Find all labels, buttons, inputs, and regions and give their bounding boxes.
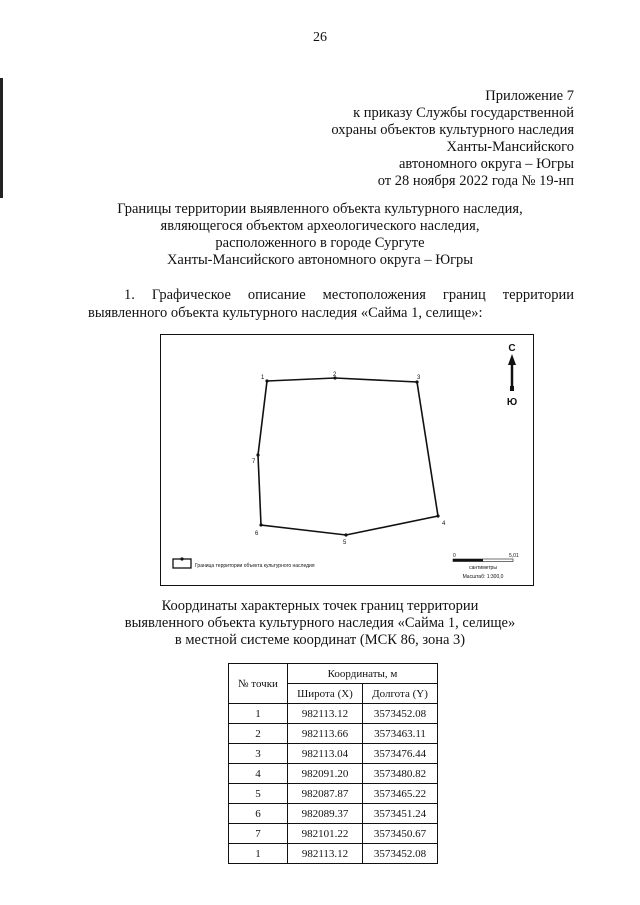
cell-longitude: 3573451.24 [363, 804, 438, 824]
north-label: С [508, 343, 516, 354]
cell-point-number: 5 [229, 784, 288, 804]
appendix-line: к приказу Службы государственной [353, 105, 574, 121]
south-label: Ю [506, 397, 518, 408]
cell-latitude: 982113.12 [288, 844, 363, 864]
boundary-map-svg [161, 335, 533, 585]
legend-swatch-dot [180, 557, 183, 560]
cell-latitude: 982089.37 [288, 804, 363, 824]
point-label: 6 [255, 531, 259, 537]
cell-point-number: 1 [229, 844, 288, 864]
cell-longitude: 3573452.08 [363, 844, 438, 864]
arrow-head-icon [508, 354, 516, 365]
cell-latitude: 982113.66 [288, 724, 363, 744]
vertex-marker [265, 379, 268, 382]
table-row [229, 824, 438, 844]
table-row [229, 764, 438, 784]
title-line: Границы территории выявленного объекта культурного наследия, [117, 201, 523, 217]
point-label: 2 [333, 372, 337, 378]
table-row [229, 784, 438, 804]
point-label: 1 [261, 375, 265, 381]
cell-longitude: 3573463.11 [363, 724, 438, 744]
point-label: 5 [343, 540, 347, 546]
cell-point-number: 7 [229, 824, 288, 844]
cell-latitude: 982113.12 [288, 704, 363, 724]
table-body [229, 704, 438, 864]
cell-point-number: 6 [229, 804, 288, 824]
title-line: являющегося объектом археологического наследия, [160, 218, 480, 234]
column-header-latitude: Широта (X) [288, 684, 363, 704]
cell-point-number: 4 [229, 764, 288, 784]
table-row [229, 724, 438, 744]
appendix-line: охраны объектов культурного наследия [331, 122, 574, 138]
column-header-point: № точки [229, 664, 288, 704]
scale-end: 5,01 [509, 553, 519, 559]
section-1-paragraph [88, 286, 574, 322]
cell-longitude: 3573450.67 [363, 824, 438, 844]
cell-latitude: 982091.20 [288, 764, 363, 784]
cell-point-number: 3 [229, 744, 288, 764]
vertex-marker [259, 523, 262, 526]
scale-bar [453, 553, 519, 580]
scale-bar-segment [453, 559, 483, 562]
vertex-marker [344, 533, 347, 536]
cell-longitude: 3573480.82 [363, 764, 438, 784]
coordinates-title-line: в местной системе координат (МСК 86, зона 3) [174, 632, 466, 648]
title-line: Ханты-Мансийского автономного округа – Югры [166, 252, 474, 268]
arrow-tail [510, 386, 514, 391]
vertex-marker [256, 453, 259, 456]
coordinates-title [60, 598, 580, 649]
page-number: 26 [313, 30, 327, 45]
column-header-longitude: Долгота (Y) [363, 684, 438, 704]
point-label: 7 [252, 459, 256, 465]
scale-unit: сантиметры [469, 565, 497, 571]
coordinates-table [228, 663, 438, 864]
column-header-coordinates: Координаты, м [288, 664, 438, 684]
cell-point-number: 1 [229, 704, 288, 724]
vertex-marker [436, 514, 439, 517]
north-arrow [507, 343, 517, 408]
section-1-line: 1. Графическое описание местоположения границ территории [124, 287, 574, 303]
map-legend [173, 557, 315, 569]
cell-point-number: 2 [229, 724, 288, 744]
appendix-header [331, 88, 574, 190]
section-1-line: выявленного объекта культурного наследия «Сайма 1, селище»: [88, 305, 483, 321]
table-row [229, 744, 438, 764]
appendix-line: Ханты-Мансийского [446, 139, 574, 155]
point-label: 4 [442, 521, 446, 527]
cell-longitude: 3573465.22 [363, 784, 438, 804]
table-row [229, 804, 438, 824]
boundary-map [160, 334, 534, 586]
cell-longitude: 3573476.44 [363, 744, 438, 764]
appendix-line: автономного округа – Югры [398, 156, 574, 172]
legend-text: Граница территории объекта культурного наследия [195, 563, 315, 569]
coordinates-title-line: Координаты характерных точек границ территории [161, 598, 479, 614]
appendix-line: от 28 ноября 2022 года № 19-нп [377, 173, 574, 189]
cell-latitude: 982087.87 [288, 784, 363, 804]
scan-edge-mark [0, 78, 3, 198]
cell-latitude: 982101.22 [288, 824, 363, 844]
scale-text: Масштаб: 1:300,0 [462, 574, 504, 580]
appendix-line: Приложение 7 [485, 88, 574, 104]
scale-start: 0 [453, 553, 456, 559]
title-line: расположенного в городе Сургуте [215, 235, 425, 251]
table-row [229, 704, 438, 724]
coordinates-title-line: выявленного объекта культурного наследия «Сайма 1, селище» [124, 615, 516, 631]
boundary-polygon [258, 378, 438, 535]
cell-longitude: 3573452.08 [363, 704, 438, 724]
boundary-vertices [256, 376, 439, 536]
document-title [60, 201, 580, 269]
table-header-row [229, 664, 438, 684]
table-row [229, 844, 438, 864]
point-label: 3 [417, 375, 421, 381]
cell-latitude: 982113.04 [288, 744, 363, 764]
